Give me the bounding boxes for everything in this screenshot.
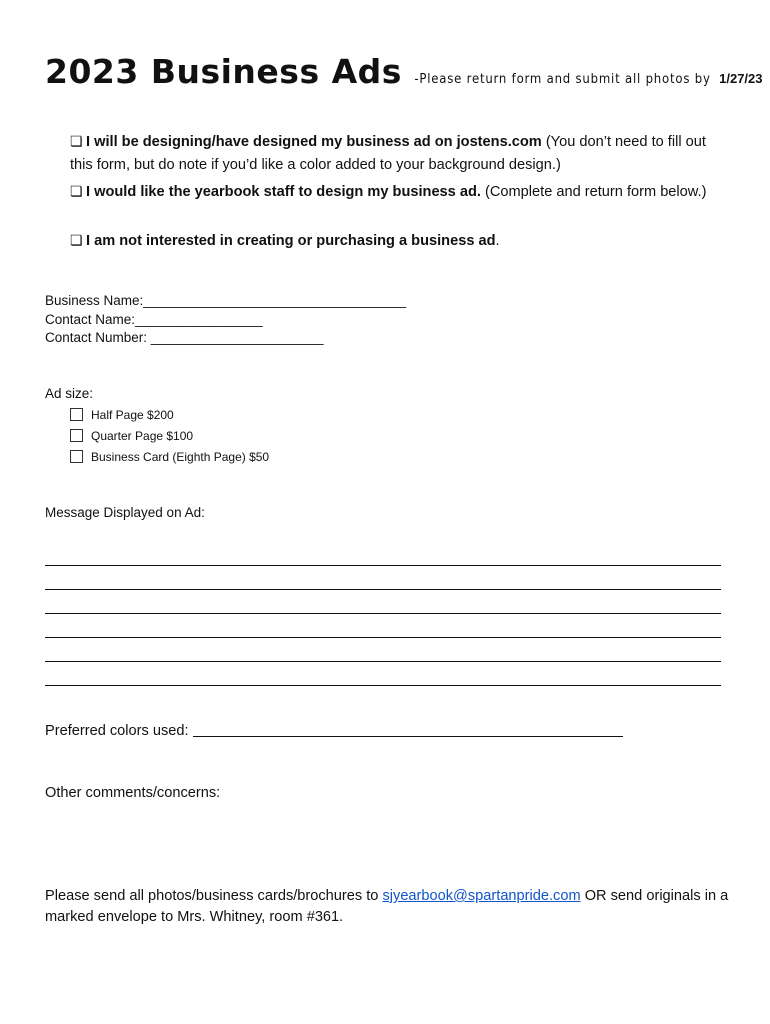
checkbox-icon[interactable]: ❏ [70, 183, 83, 199]
message-line[interactable] [45, 589, 721, 590]
option-jostens[interactable] [70, 130, 720, 177]
business-name-field[interactable]: Business Name:___________________________________ [45, 293, 407, 308]
ad-size-label: Ad size: [45, 386, 94, 401]
page-subtitle: -Please return form and submit all photos by [414, 72, 711, 87]
option-staff-design[interactable] [70, 180, 720, 204]
ad-size-option-label: Quarter Page $100 [91, 429, 194, 443]
ad-size-quarter-page[interactable] [70, 429, 193, 443]
footer-text-before: Please send all photos/business cards/brochures to [45, 888, 383, 904]
email-link[interactable]: sjyearbook@spartanpride.com [382, 888, 581, 904]
option-note: (You don’t need to fill out this form, but do note if you’d like a color added to your background design.) [70, 134, 706, 173]
due-date: 1/27/23 [719, 71, 763, 86]
comments-label: Other comments/concerns: [45, 785, 221, 801]
message-line[interactable] [45, 661, 721, 662]
ad-size-business-card[interactable] [70, 450, 269, 464]
checkbox-icon[interactable] [70, 408, 83, 421]
option-bold-text: I will be designing/have designed my business ad on jostens.com [86, 134, 542, 150]
checkbox-icon[interactable] [70, 429, 83, 442]
checkbox-icon[interactable]: ❏ [70, 232, 83, 248]
preferred-colors-row [45, 723, 623, 739]
contact-name-field[interactable]: Contact Name:_________________ [45, 312, 263, 327]
message-line[interactable] [45, 565, 721, 566]
ad-size-option-label: Business Card (Eighth Page) $50 [91, 450, 270, 464]
ad-size-half-page[interactable] [70, 408, 174, 422]
message-label: Message Displayed on Ad: [45, 505, 205, 520]
message-line[interactable] [45, 637, 721, 638]
preferred-colors-field[interactable] [193, 736, 623, 737]
option-bold-text: I would like the yearbook staff to design my business ad. [86, 184, 481, 200]
option-note: . [495, 233, 500, 249]
page-title: 2023 Business Ads [45, 52, 402, 91]
checkbox-icon[interactable]: ❏ [70, 133, 83, 149]
message-line[interactable] [45, 613, 721, 614]
footer-text-after: OR send originals in a marked envelope to Mrs. Whitney, room #361. [45, 888, 729, 925]
ad-size-option-label: Half Page $200 [91, 408, 174, 422]
message-line[interactable] [45, 685, 721, 686]
checkbox-icon[interactable] [70, 450, 83, 463]
contact-number-field[interactable]: Contact Number: _______________________ [45, 330, 324, 345]
option-bold-text: I am not interested in creating or purchasing a business ad [86, 233, 496, 249]
footer-note [45, 886, 735, 928]
option-not-interested[interactable] [70, 229, 720, 253]
option-note: (Complete and return form below.) [480, 184, 707, 200]
preferred-colors-label: Preferred colors used: [45, 723, 189, 739]
header [45, 52, 763, 91]
